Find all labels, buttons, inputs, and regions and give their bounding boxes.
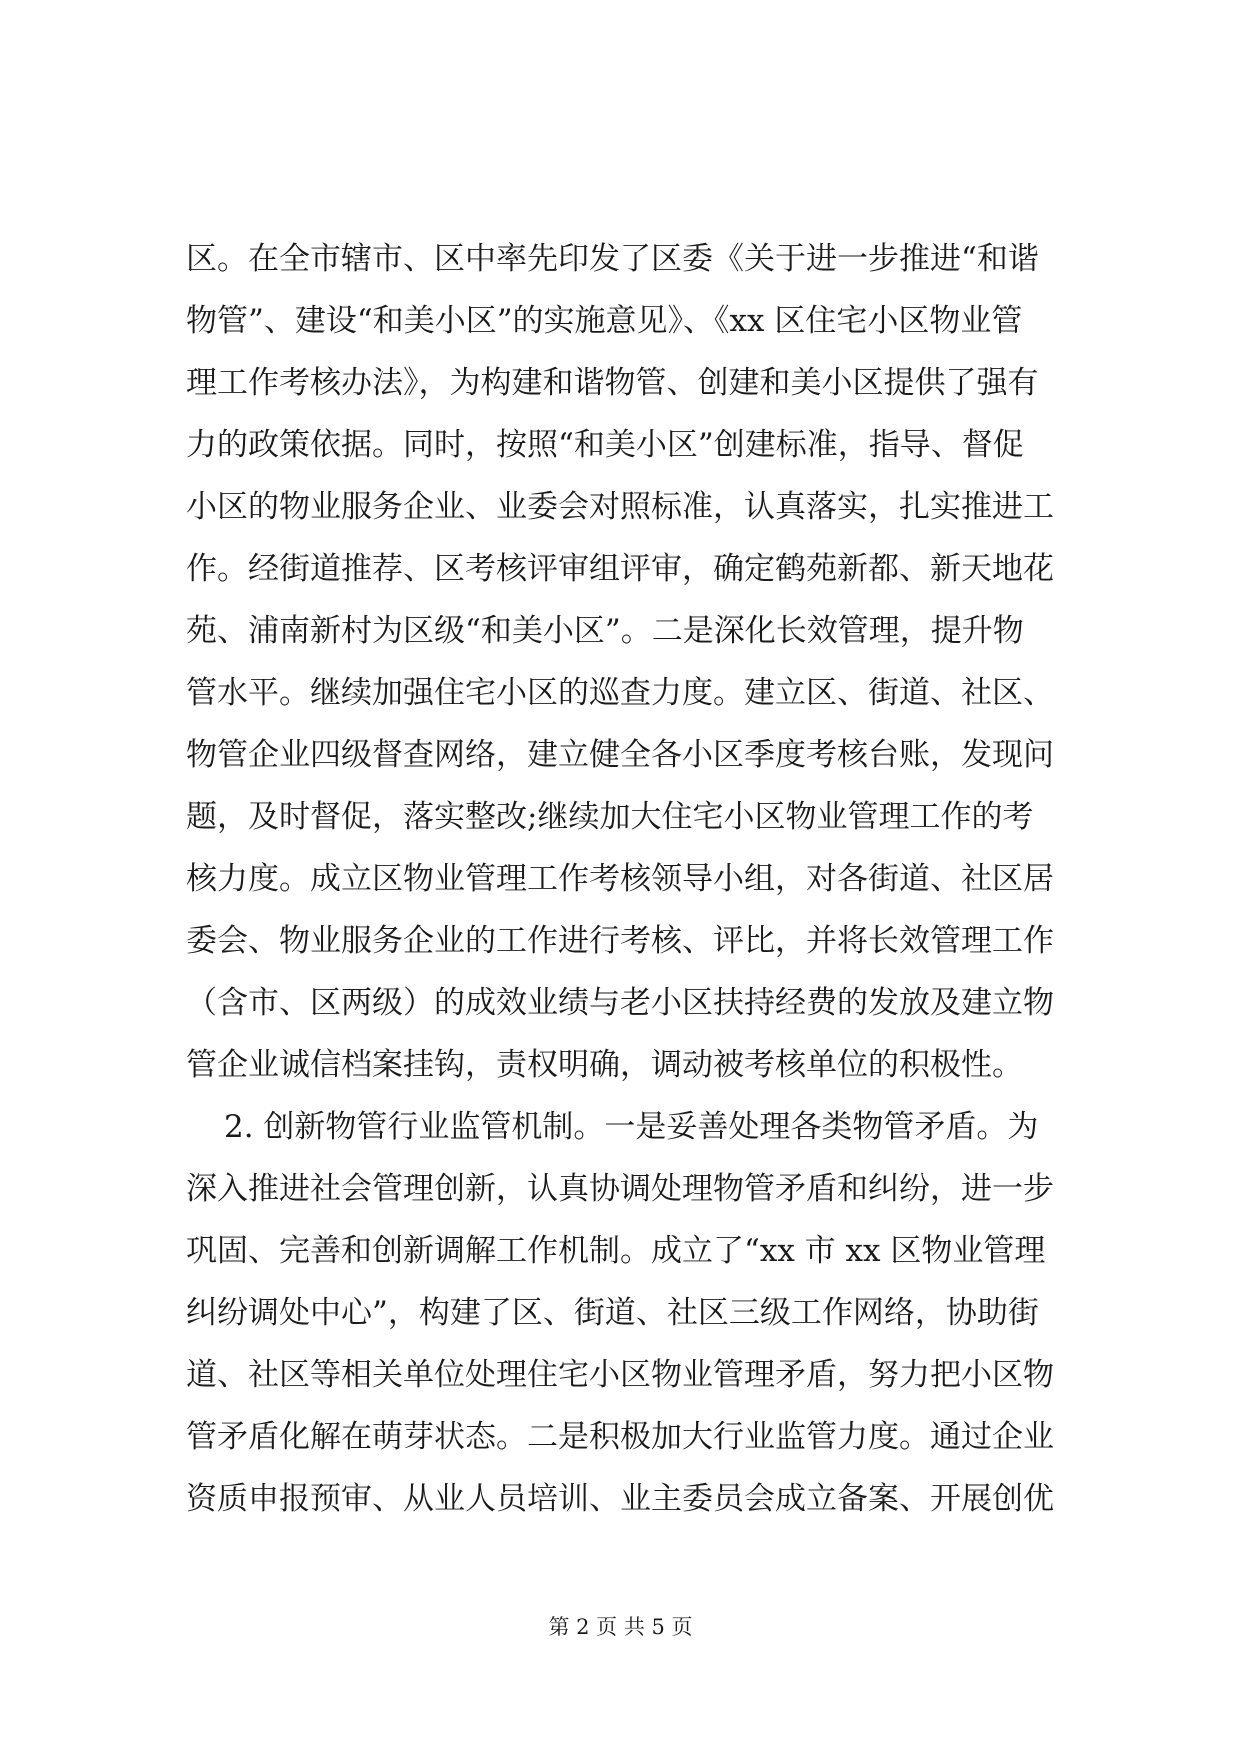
- text-line: 核力度。成立区物业管理工作考核领导小组，对各街道、社区居: [186, 861, 1054, 897]
- text-line: 深入推进社会管理创新，认真协调处理物管矛盾和纠纷，进一步: [186, 1171, 1054, 1207]
- text-line: 理工作考核办法》，为构建和谐物管、创建和美小区提供了强有: [186, 365, 1039, 401]
- text-line: （含市、区两级）的成效业绩与老小区扶持经费的发放及建立物: [186, 985, 1054, 1021]
- text-line: 纠纷调处中心”，构建了区、街道、社区三级工作网络，协助街: [186, 1295, 1039, 1331]
- text-line: 作。经街道推荐、区考核评审组评审，确定鹤苑新都、新天地花: [186, 551, 1054, 587]
- text-line: 题，及时督促，落实整改;继续加大住宅小区物业管理工作的考: [186, 799, 1034, 835]
- text-line: 区。在全市辖市、区中率先印发了区委《关于进一步推进“和谐: [186, 241, 1039, 277]
- text-line: 苑、浦南新村为区级“和美小区”。二是深化长效管理，提升物: [186, 613, 1024, 649]
- text-line: 物管企业四级督查网络，建立健全各小区季度考核台账，发现问: [186, 737, 1054, 773]
- text-line: 物管”、建设“和美小区”的实施意见》、《xx 区住宅小区物业管: [186, 303, 1023, 339]
- text-line: 力的政策依据。同时，按照“和美小区”创建标准，指导、督促: [186, 427, 1024, 463]
- text-line: 管水平。继续加强住宅小区的巡查力度。建立区、街道、社区、: [186, 675, 1054, 711]
- text-line: 管企业诚信档案挂钩，责权明确，调动被考核单位的积极性。: [186, 1047, 1023, 1083]
- text-line: 道、社区等相关单位处理住宅小区物业管理矛盾，努力把小区物: [186, 1357, 1054, 1393]
- page-number-footer: 第 2 页 共 5 页: [548, 1615, 693, 1639]
- body-text: [186, 228, 1066, 1530]
- text-line: 委会、物业服务企业的工作进行考核、评比，并将长效管理工作: [186, 923, 1054, 959]
- text-line: 资质申报预审、从业人员培训、业主委员会成立备案、开展创优: [186, 1481, 1054, 1517]
- paragraph-start-line: 2. 创新物管行业监管机制。一是妥善处理各类物管矛盾。为: [224, 1109, 1039, 1145]
- text-line: 巩固、完善和创新调解工作机制。成立了“xx 市 xx 区物业管理: [186, 1233, 1046, 1269]
- text-line: 小区的物业服务企业、业委会对照标准，认真落实，扎实推进工: [186, 489, 1054, 525]
- text-line: 管矛盾化解在萌芽状态。二是积极加大行业监管力度。通过企业: [186, 1419, 1054, 1455]
